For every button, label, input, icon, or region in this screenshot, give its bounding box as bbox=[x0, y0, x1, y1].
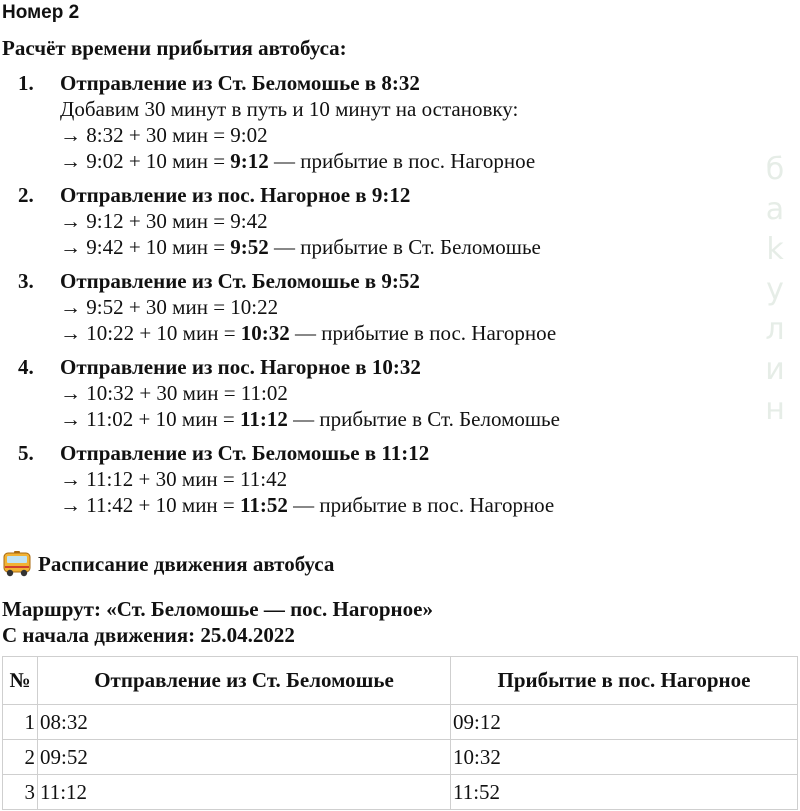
step-calc-arrival: → 10:22 + 10 мин = 10:32 — прибытие в пос. Нагорное bbox=[60, 321, 557, 345]
step-calc-travel: → 8:32 + 30 мин = 9:02 bbox=[60, 123, 268, 147]
step-number: 5. bbox=[18, 441, 34, 465]
step-number: 3. bbox=[18, 269, 34, 293]
row-number: 1 bbox=[3, 705, 38, 740]
schedule-table bbox=[2, 656, 798, 810]
step-title: Отправление из Ст. Беломошье в 9:52 bbox=[60, 269, 420, 293]
step-number: 4. bbox=[18, 355, 34, 379]
step-title: Отправление из пос. Нагорное в 10:32 bbox=[60, 355, 421, 379]
step-calc-arrival: → 9:42 + 10 мин = 9:52 — прибытие в Ст. Беломошье bbox=[60, 235, 541, 259]
steps-list bbox=[18, 70, 778, 526]
calculation-heading: Расчёт времени прибытия автобуса: bbox=[2, 36, 347, 60]
step-calc-arrival: → 9:02 + 10 мин = 9:12 — прибытие в пос. Нагорное bbox=[60, 149, 536, 173]
step-item bbox=[18, 268, 778, 346]
arrival-time: 11:12 bbox=[240, 407, 288, 431]
departure-time: 09:52 bbox=[38, 740, 451, 775]
arrival-time: 9:12 bbox=[230, 149, 269, 173]
arrival-time-cell: 10:32 bbox=[451, 740, 798, 775]
step-calc-travel: → 11:12 + 30 мин = 11:42 bbox=[60, 467, 288, 491]
step-title: Отправление из пос. Нагорное в 9:12 bbox=[60, 183, 411, 207]
step-calc-arrival: → 11:42 + 10 мин = 11:52 — прибытие в пос. Нагорное bbox=[60, 493, 555, 517]
route-name: Маршрут: «Ст. Беломошье — пос. Нагорное» bbox=[2, 597, 433, 621]
step-calc-travel: → 10:32 + 30 мин = 11:02 bbox=[60, 381, 288, 405]
step-calc-travel: → 9:52 + 30 мин = 10:22 bbox=[60, 295, 279, 319]
step-item bbox=[18, 70, 778, 174]
row-number: 2 bbox=[3, 740, 38, 775]
arrival-time: 10:32 bbox=[240, 321, 290, 345]
column-header-arrival: Прибытие в пос. Нагорное bbox=[451, 657, 798, 705]
schedule-heading-text: Расписание движения автобуса bbox=[38, 551, 335, 576]
arrival-time: 11:52 bbox=[240, 493, 288, 517]
step-item bbox=[18, 440, 778, 518]
table-row bbox=[3, 740, 798, 775]
bus-icon bbox=[2, 550, 32, 578]
step-note: Добавим 30 минут в путь и 10 минут на остановку: bbox=[60, 97, 519, 121]
step-calc-travel: → 9:12 + 30 мин = 9:42 bbox=[60, 209, 268, 233]
step-number: 1. bbox=[18, 71, 34, 95]
arrival-time-cell: 11:52 bbox=[451, 775, 798, 810]
watermark-vertical: б а k у л и н bbox=[765, 152, 785, 427]
arrival-time: 9:52 bbox=[230, 235, 269, 259]
row-number: 3 bbox=[3, 775, 38, 810]
table-row bbox=[3, 705, 798, 740]
step-title: Отправление из Ст. Беломошье в 11:12 bbox=[60, 441, 430, 465]
task-title: Номер 2 bbox=[2, 2, 80, 23]
schedule-heading bbox=[2, 550, 334, 578]
step-calc-arrival: → 11:02 + 10 мин = 11:12 — прибытие в Ст. Беломошье bbox=[60, 407, 560, 431]
departure-time: 11:12 bbox=[38, 775, 451, 810]
table-row bbox=[3, 775, 798, 810]
arrival-time-cell: 09:12 bbox=[451, 705, 798, 740]
route-info bbox=[2, 596, 433, 648]
step-item bbox=[18, 182, 778, 260]
step-number: 2. bbox=[18, 183, 34, 207]
column-header-departure: Отправление из Ст. Беломошье bbox=[38, 657, 451, 705]
table-header-row bbox=[3, 657, 798, 705]
column-header-number: № bbox=[3, 657, 38, 705]
step-title: Отправление из Ст. Беломошье в 8:32 bbox=[60, 71, 420, 95]
step-item bbox=[18, 354, 778, 432]
departure-time: 08:32 bbox=[38, 705, 451, 740]
start-date: С начала движения: 25.04.2022 bbox=[2, 623, 295, 647]
